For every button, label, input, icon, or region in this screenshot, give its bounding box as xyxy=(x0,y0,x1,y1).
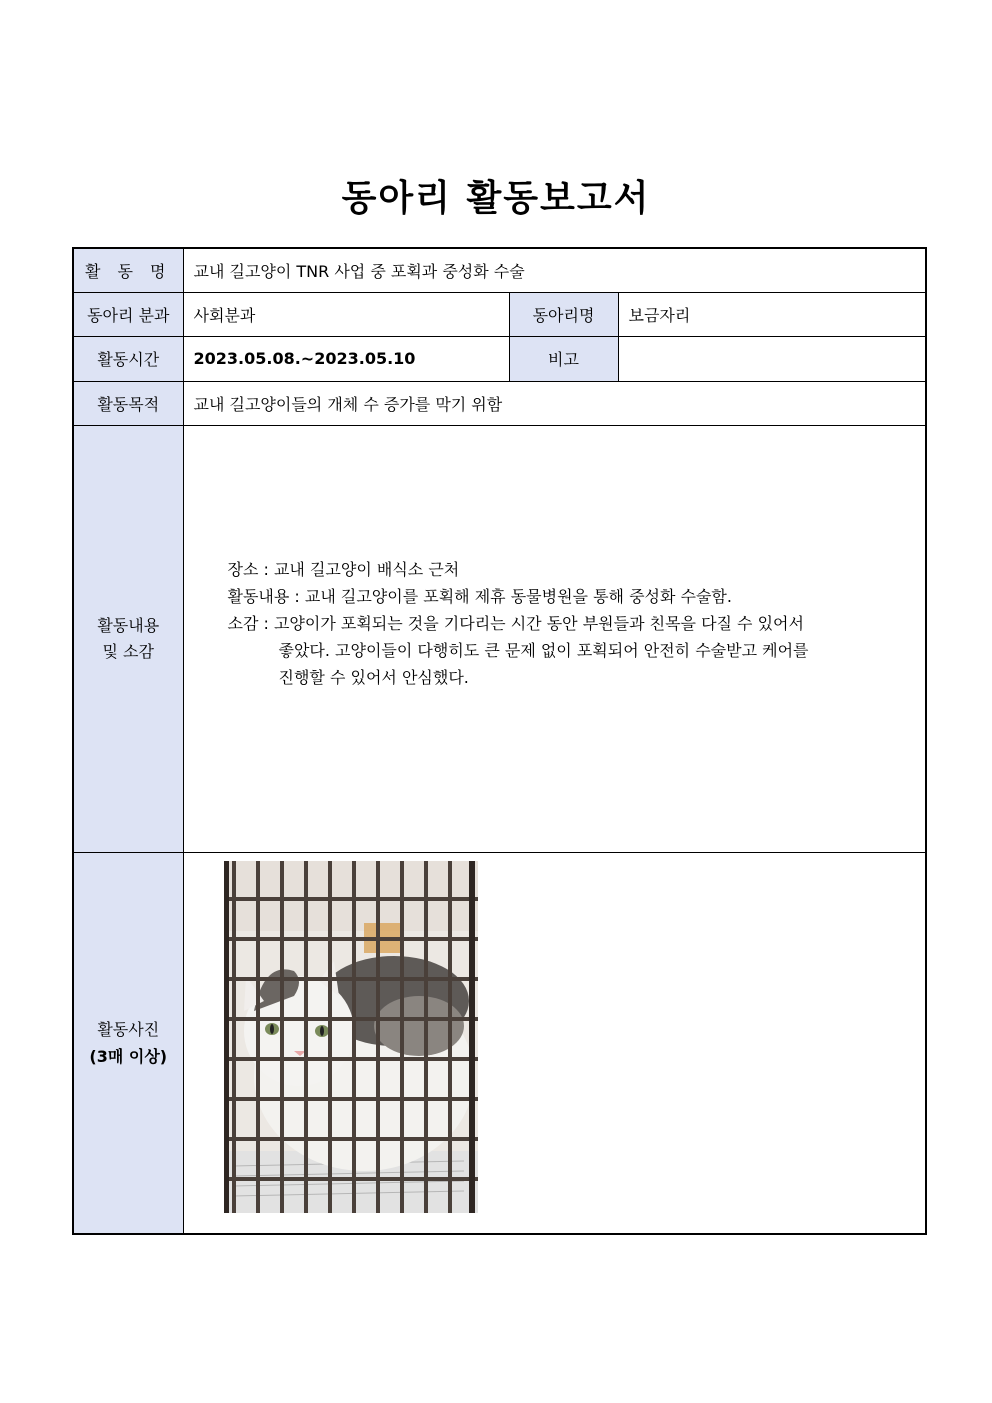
value-club-name: 보금자리 xyxy=(618,292,926,336)
row-activity-time xyxy=(73,336,926,381)
row-activity-name xyxy=(73,248,926,292)
photos-cell xyxy=(183,852,926,1234)
content-impression-cont2: 진행할 수 있어서 안심했다. xyxy=(278,668,469,687)
value-purpose: 교내 길고양이들의 개체 수 증가를 막기 위함 xyxy=(183,381,926,425)
label-remarks: 비고 xyxy=(509,336,618,381)
label-photos-line1: 활동사진 xyxy=(97,1019,160,1039)
label-activity-name: 활 동 명 xyxy=(73,248,183,292)
row-club-info xyxy=(73,292,926,336)
label-content xyxy=(73,425,183,852)
label-content-line1: 활동내용 xyxy=(97,615,160,635)
value-remarks xyxy=(618,336,926,381)
content-activity: 활동내용 : 교내 길고양이를 포획해 제휴 동물병원을 통해 중성화 수술함. xyxy=(227,587,732,606)
value-club-division: 사회분과 xyxy=(183,292,509,336)
document-title: 동아리 활동보고서 xyxy=(341,178,651,219)
content-place: 장소 : 교내 길고양이 배식소 근처 xyxy=(227,560,460,579)
value-activity-name: 교내 길고양이 TNR 사업 중 포획과 중성화 수술 xyxy=(183,248,926,292)
label-club-name: 동아리명 xyxy=(509,292,618,336)
label-content-line2: 및 소감 xyxy=(102,641,154,661)
cat-in-cage-photo xyxy=(224,861,478,1213)
row-content xyxy=(73,425,926,852)
label-photos xyxy=(73,852,183,1234)
row-purpose xyxy=(73,381,926,425)
value-activity-time: 2023.05.08.~2023.05.10 xyxy=(183,336,509,381)
content-impression: 소감 : 고양이가 포획되는 것을 기다리는 시간 동안 부원들과 친목을 다질 수 있어서 xyxy=(227,614,804,633)
label-photos-line2: (3매 이상) xyxy=(89,1046,168,1066)
label-purpose: 활동목적 xyxy=(73,381,183,425)
label-club-division: 동아리 분과 xyxy=(73,292,183,336)
content-impression-cont1: 좋았다. 고양이들이 다행히도 큰 문제 없이 포획되어 안전히 수술받고 케어를 xyxy=(278,641,809,660)
value-content xyxy=(183,425,926,852)
report-table xyxy=(72,247,927,1235)
row-photos xyxy=(73,852,926,1234)
label-activity-time: 활동시간 xyxy=(73,336,183,381)
